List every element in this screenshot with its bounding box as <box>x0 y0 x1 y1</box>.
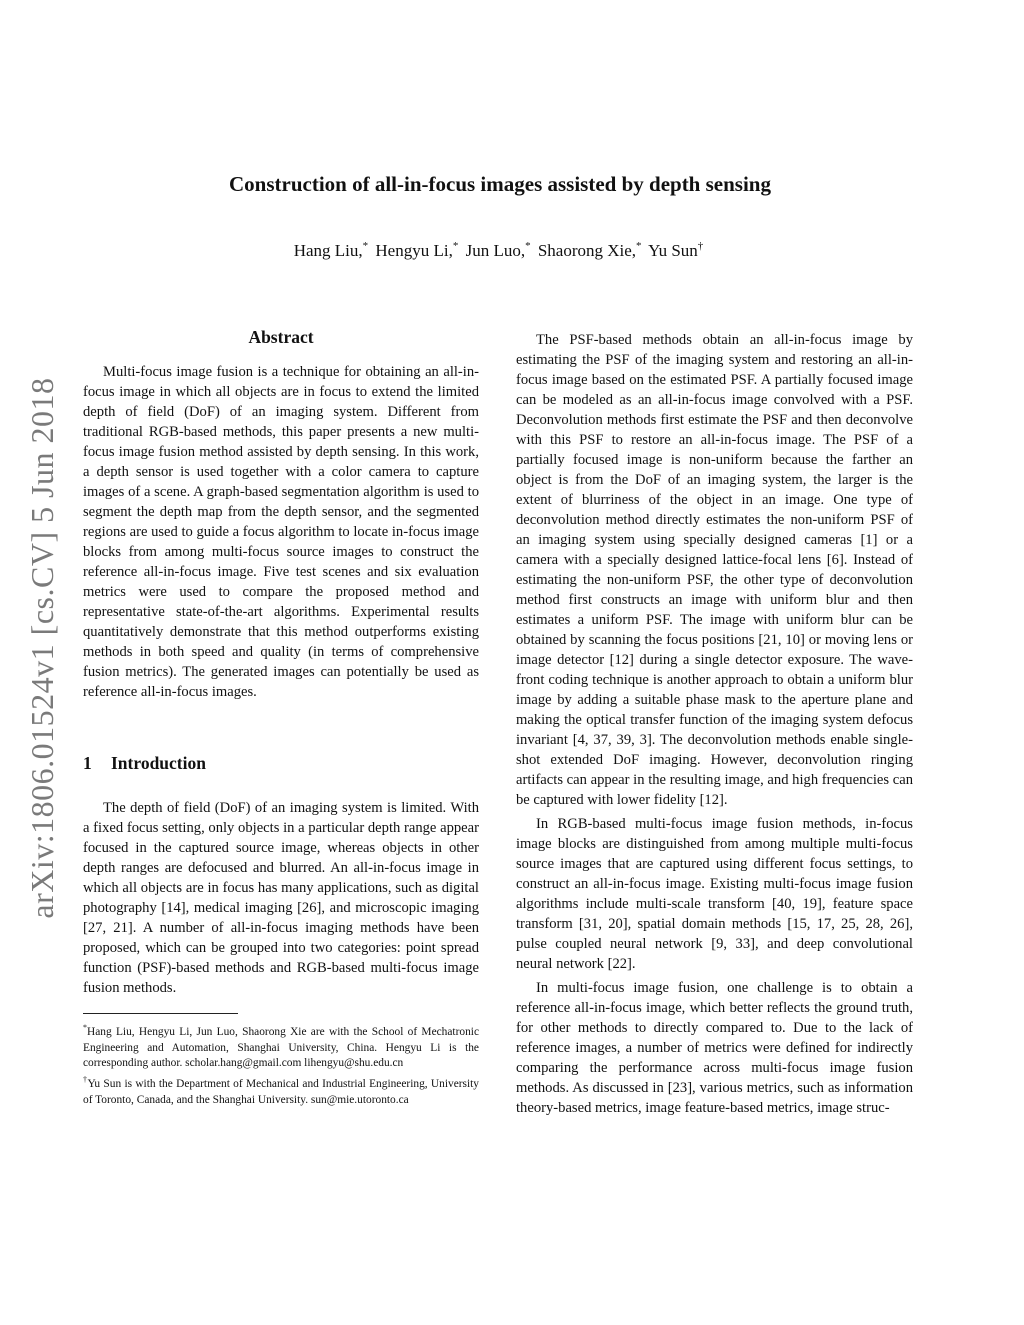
footnote-mark: † <box>83 1075 88 1085</box>
footnote-affiliation-toronto: †Yu Sun is with the Department of Mechanical and Industrial Engineering, University of Toronto, Canada, and the Shanghai University. sun@mie.utoronto.ca <box>83 1075 479 1106</box>
section-number: 1 <box>83 753 92 773</box>
section-title: Introduction <box>111 753 206 773</box>
paper-title: Construction of all-in-focus images assisted by depth sensing <box>229 172 771 196</box>
abstract-text: Multi-focus image fusion is a technique for obtaining an all-in-focus image in which all objects are in focus to extend the limited depth of field (DoF) of an imaging system. Different from traditional RGB-based methods, this paper presents a new multi-focus image fusion method assisted by depth sensing. In this work, a depth sensor is used together with a color camera to capture images of a scene. A graph-based segmentation algorithm is used to segment the depth map from the depth sensor, and the segmented regions are used to guide a focus algorithm to locate in-focus image blocks from among multi-focus source images to construct the reference all-in-focus image. Five test scenes and six evaluation metrics were used to compare the proposed method and representative state-of-the-art algorithms. Experimental results quantitatively demonstrate that this method outperforms existing methods in both speed and quality (in terms of comprehensive fusion metrics). The generated images can potentially be used as reference all-in-focus images. <box>83 364 479 700</box>
right-column <box>516 330 913 1122</box>
body-paragraph-rgb-methods: In RGB-based multi-focus image fusion methods, in-focus image blocks are distinguished from among multiple multi-focus source images that are captured using different focus settings, to construct an all-in-focus image. Existing multi-focus image fusion algorithms include multi-scale transform [40, 19], feature space transform [31, 20], spatial domain methods [15, 17, 25, 28, 26], pulse coupled neural network [9, 33], and deep convolutional neural network [22]. <box>516 816 913 972</box>
section-heading-introduction <box>83 752 479 774</box>
footnote-mark: * <box>83 1023 87 1032</box>
author: Shaorong Xie,* <box>537 240 642 260</box>
body-paragraph-psf-methods: The PSF-based methods obtain an all-in-focus image by estimating the PSF of the imaging system and restoring an all-in-focus image based on the estimated PSF. A partially focused image can be modeled as an all-in-focus image convolved with a PSF. Deconvolution methods first estimate the PSF and then deconvolve with this PSF to restore an all-in-focus image. The PSF of a partially focused image is non-uniform because the farther an object is from the DoF of an imaging system, the larger is the extent of blurriness of the object in an image. One type of deconvolution method directly estimates the non-uniform PSF of an imaging system using specially designed cameras [1] or a camera with a specially designed lattice-focal lens [6]. Instead of estimating the non-uniform PSF, the other type of deconvolution method first constructs an image with uniform blur and then estimates a uniform PSF. The image with uniform blur can be obtained by scanning the focus positions [21, 10] or moving lens or image detector [12] during a single detector exposure. The wave-front coding technique is another approach to obtain a uniform blur image by adding a suitable phase mask to the aperture plane and making the optical transfer function of the imaging system defocus invariant [4, 37, 39, 3]. The deconvolution methods enable single-shot extended DoF imaging. However, deconvolution ringing artifacts can appear in the resulting image, and high frequencies can be captured with lower fidelity [12]. <box>516 332 913 808</box>
footnote-affiliation-shanghai: *Hang Liu, Hengyu Li, Jun Luo, Shaorong Xie are with the School of Mechatronic Engineering and Automation, Shanghai University, China. Hengyu Li is the corresponding author. scholar.hang@gmail.com lihengyu@shu.edu.cn <box>83 1023 479 1070</box>
affiliation-mark: * <box>452 240 459 252</box>
author: Yu Sun† <box>648 240 704 260</box>
author: Jun Luo,* <box>465 240 531 260</box>
arxiv-identifier[interactable]: arXiv:1806.01524v1 [cs.CV] 5 Jun 2018 <box>24 377 60 919</box>
body-paragraph-reference-challenge: In multi-focus image fusion, one challenge is to obtain a reference all-in-focus image, which better reflects the ground truth, for other methods to directly compared to. Due to the lack of reference images, a number of metrics were defined for indirectly comparing the performance across multi-focus image fusion methods. As discussed in [23], various metrics, such as information theory-based metrics, image feature-based metrics, image struc- <box>516 980 913 1116</box>
left-column <box>83 326 479 1109</box>
introduction-paragraph: The depth of field (DoF) of an imaging system is limited. With a fixed focus setting, only objects in a particular depth range appear focused in the captured source image, whereas objects in other depth ranges are defocused and blurred. An all-in-focus image in which all objects are in focus has many applications, such as digital photography [14], medical imaging [26], and microscopic imaging [27, 21]. A number of all-in-focus imaging methods have been proposed, which can be grouped into two categories: point spread function (PSF)-based methods and RGB-based multi-focus image fusion methods. <box>83 800 479 996</box>
affiliation-mark: * <box>525 240 531 252</box>
affiliation-mark: * <box>636 240 642 252</box>
author: Hengyu Li,* <box>375 240 459 260</box>
footnote-divider <box>83 1013 238 1014</box>
author-list <box>0 240 1000 261</box>
affiliation-mark: † <box>697 240 704 252</box>
abstract-heading: Abstract <box>248 327 314 347</box>
author: Hang Liu,* <box>293 240 369 260</box>
affiliation-mark: * <box>362 240 369 252</box>
